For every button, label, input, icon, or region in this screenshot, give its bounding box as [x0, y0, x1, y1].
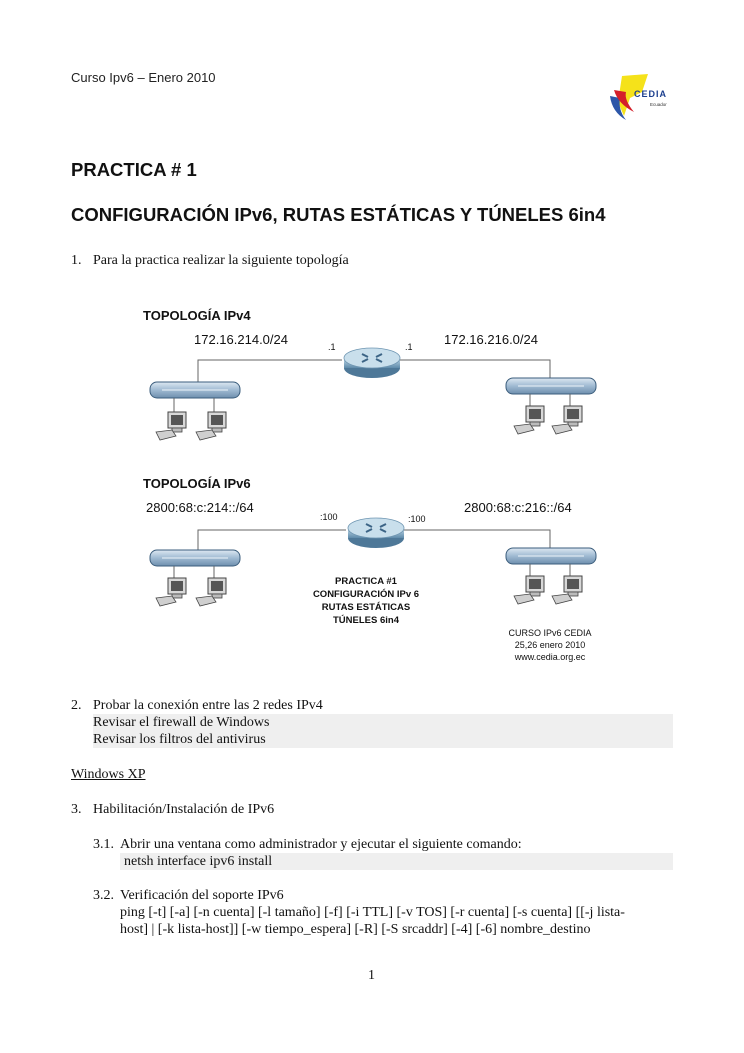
diagram-credit-line-3: www.cedia.org.ec	[514, 652, 586, 662]
ipv6-right-pc-2-icon	[552, 576, 582, 604]
practice-subtitle: CONFIGURACIÓN IPv6, RUTAS ESTÁTICAS Y TÚNELES 6in4	[71, 204, 606, 225]
logo-sub: Ecuador	[650, 102, 667, 107]
section-windows-xp: Windows XP	[71, 767, 146, 782]
diagram-caption-line-4: TÚNELES 6in4	[333, 615, 399, 626]
item-3-1-number: 3.1.	[93, 837, 114, 852]
ipv6-right-link	[402, 530, 550, 548]
item-2-number: 2.	[71, 698, 82, 713]
ipv6-left-pc-1-icon	[156, 578, 186, 606]
diagram-caption-line-2: CONFIGURACIÓN IPv 6	[312, 589, 420, 600]
item-3-2-ping-syntax-line-1: ping [-t] [-a] [-n cuenta] [-l tamaño] [-f] [-i TTL] [-v TOS] [-r cuenta] [-s cuenta] [[-j lista-	[120, 905, 625, 920]
item-3-2-text: Verificación del soporte IPv6	[120, 888, 284, 903]
item-3-1-text: Abrir una ventana como administrador y ejecutar el siguiente comando:	[120, 837, 522, 852]
item-1-text: Para la practica realizar la siguiente topología	[93, 253, 349, 268]
ipv6-right-network: 2800:68:c:216::/64	[464, 500, 572, 515]
practice-title: PRACTICA # 1	[71, 159, 197, 180]
item-2-sub-antivirus: Revisar los filtros del antivirus	[93, 731, 673, 748]
ipv6-left-switch-bar	[150, 550, 240, 566]
diagram-caption-line-3: RUTAS ESTÁTICAS	[321, 602, 411, 613]
item-2-text: Probar la conexión entre las 2 redes IPv4	[93, 698, 323, 713]
ipv6-right-pc-1-icon	[514, 576, 544, 604]
ipv4-left-switch-bar	[150, 382, 240, 398]
ipv4-left-pc-1-icon	[156, 412, 186, 440]
item-3-2-number: 3.2.	[93, 888, 114, 903]
ipv6-topology-title: TOPOLOGÍA IPv6	[143, 476, 251, 491]
course-header: Curso Ipv6 – Enero 2010	[71, 70, 216, 85]
ipv4-topology-title: TOPOLOGÍA IPv4	[143, 308, 251, 323]
ipv6-right-interface: :100	[408, 514, 426, 524]
ipv4-right-interface: .1	[405, 342, 413, 352]
ipv4-left-link	[198, 360, 342, 382]
item-1-number: 1.	[71, 253, 82, 268]
ipv4-left-network: 172.16.214.0/24	[194, 332, 288, 347]
ipv6-left-interface: :100	[320, 512, 338, 522]
diagram-credit-line-1: CURSO IPv6 CEDIA	[508, 628, 592, 638]
ipv4-router-icon	[344, 348, 400, 378]
ipv4-right-switch-bar	[506, 378, 596, 394]
page-number: 1	[368, 968, 375, 983]
ipv4-right-pc-2-icon	[552, 406, 582, 434]
ipv6-left-link	[198, 530, 346, 552]
item-2-sub-firewall: Revisar el firewall de Windows	[93, 714, 673, 731]
diagram-caption-line-1: PRACTICA #1	[335, 576, 397, 587]
item-3-text: Habilitación/Instalación de IPv6	[93, 802, 275, 817]
ipv4-left-interface: .1	[328, 342, 336, 352]
diagram-credit-line-2: 25,26 enero 2010	[514, 640, 586, 650]
cedia-logo-graphic	[608, 72, 678, 134]
ipv4-right-link	[398, 360, 550, 378]
ipv6-right-switch-bar	[506, 548, 596, 564]
item-3-number: 3.	[71, 802, 82, 817]
ipv6-router-icon	[348, 518, 404, 548]
ipv6-left-network: 2800:68:c:214::/64	[146, 500, 254, 515]
ipv4-right-pc-1-icon	[514, 406, 544, 434]
cedia-logo	[608, 72, 678, 134]
item-3-1-command: netsh interface ipv6 install	[120, 853, 673, 870]
ipv4-left-pc-2-icon	[196, 412, 226, 440]
ipv4-right-network: 172.16.216.0/24	[444, 332, 538, 347]
ipv6-left-pc-2-icon	[196, 578, 226, 606]
logo-text: CEDIA	[634, 89, 668, 99]
network-topology-diagram	[130, 300, 610, 680]
item-3-2-ping-syntax-line-2: host] | [-k lista-host]] [-w tiempo_espera] [-R] [-S srcaddr] [-4] [-6] nombre_destino	[120, 922, 591, 937]
